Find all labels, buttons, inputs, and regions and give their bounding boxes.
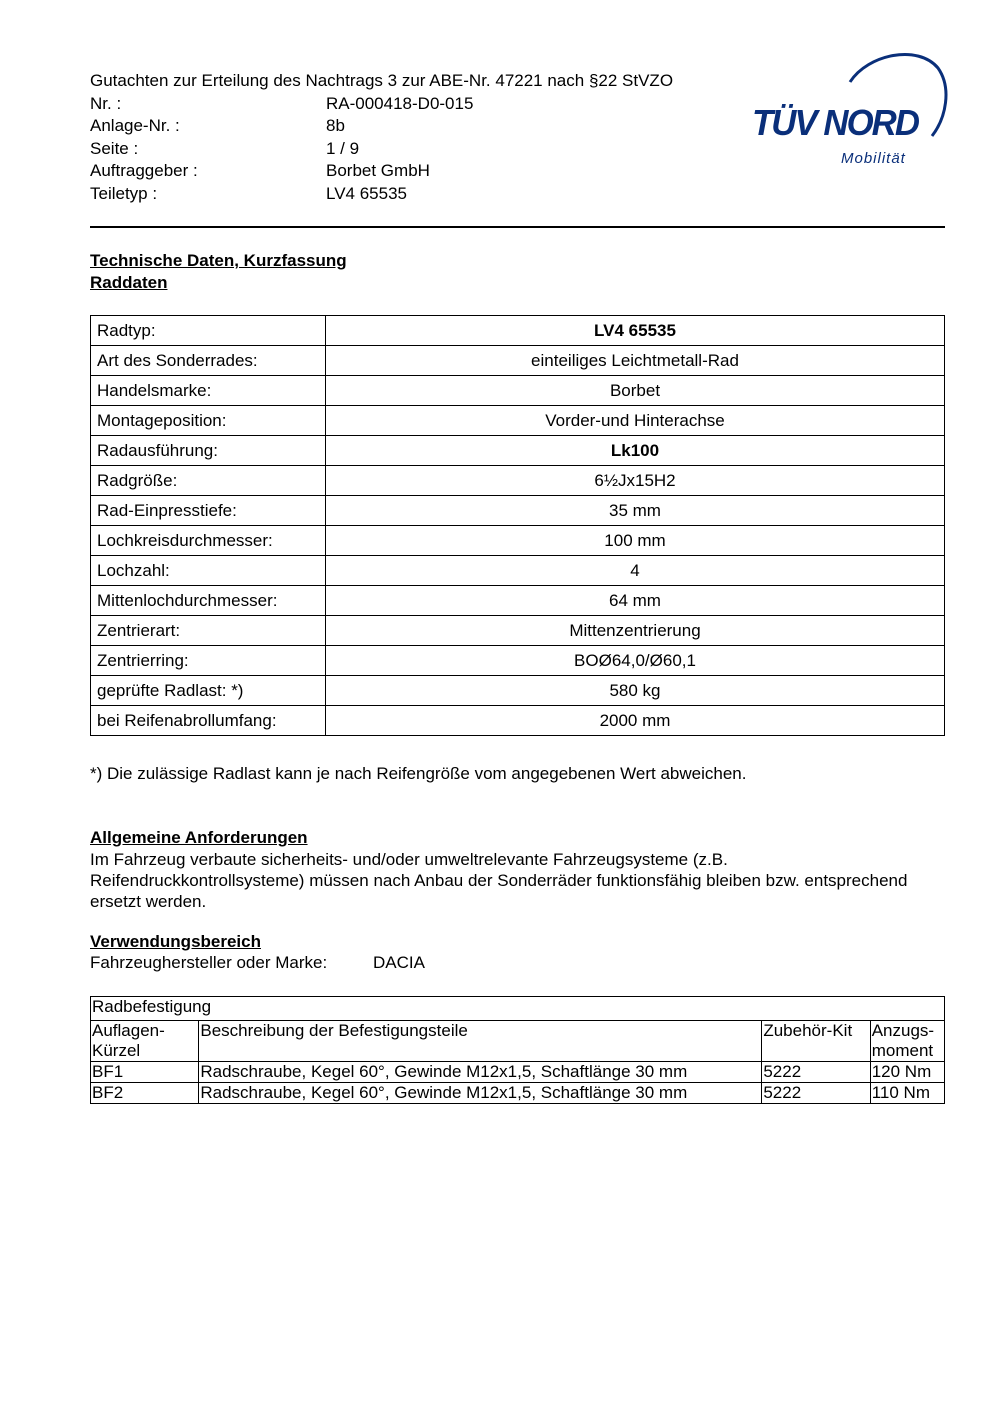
column-header: Zubehör-Kit xyxy=(762,1021,870,1062)
header-value: LV4 65535 xyxy=(326,183,407,203)
header-row-nr xyxy=(90,93,770,116)
header-value: RA-000418-D0-015 xyxy=(326,93,474,113)
row-value: Lk100 xyxy=(326,436,945,466)
radlast-footnote: *) Die zulässige Radlast kann je nach Reifengröße vom angegebenen Wert abweichen. xyxy=(90,764,747,783)
row-key: Montageposition: xyxy=(91,406,326,436)
row-value: Vorder-und Hinterachse xyxy=(326,406,945,436)
column-header: Beschreibung der Befestigungsteile xyxy=(199,1021,762,1062)
table-cell: Radschraube, Kegel 60°, Gewinde M12x1,5, Schaftlänge 30 mm xyxy=(199,1083,762,1104)
row-value: einteiliges Leichtmetall-Rad xyxy=(326,346,945,376)
table-row xyxy=(91,376,945,406)
row-value: BOØ64,0/Ø60,1 xyxy=(326,646,945,676)
row-value: 6½Jx15H2 xyxy=(326,466,945,496)
header-divider xyxy=(90,226,945,228)
maker-line xyxy=(90,953,425,973)
table-row xyxy=(91,706,945,736)
table-row xyxy=(91,556,945,586)
maker-value: DACIA xyxy=(373,953,425,972)
maker-label: Fahrzeughersteller oder Marke: xyxy=(90,953,328,972)
header-value: 1 / 9 xyxy=(326,138,360,158)
table-row xyxy=(91,496,945,526)
logo-brand-text: TÜV NORD xyxy=(752,102,919,143)
table-cell: BF2 xyxy=(91,1083,199,1104)
row-key: Zentrierring: xyxy=(91,646,326,676)
header-row-teiletyp xyxy=(90,183,770,206)
table-cell: Radschraube, Kegel 60°, Gewinde M12x1,5, Schaftlänge 30 mm xyxy=(199,1062,762,1083)
row-key: Handelsmarke: xyxy=(91,376,326,406)
row-value: 64 mm xyxy=(326,586,945,616)
table-cell: BF1 xyxy=(91,1062,199,1083)
row-value: LV4 65535 xyxy=(326,316,945,346)
tuev-nord-logo xyxy=(748,46,948,171)
header-label: Anlage-Nr. : xyxy=(90,116,180,136)
table-row xyxy=(91,646,945,676)
row-key: Art des Sonderrades: xyxy=(91,346,326,376)
table-row xyxy=(91,586,945,616)
table-row xyxy=(91,676,945,706)
row-key: Rad-Einpresstiefe: xyxy=(91,496,326,526)
table-row xyxy=(91,406,945,436)
header-row-anlage xyxy=(90,115,770,138)
table-row xyxy=(91,316,945,346)
logo-subtitle-text: Mobilität xyxy=(841,150,906,167)
header-label: Teiletyp : xyxy=(90,183,158,203)
row-value: 2000 mm xyxy=(326,706,945,736)
table-cell: 5222 xyxy=(762,1083,870,1104)
row-value: 35 mm xyxy=(326,496,945,526)
header-row-seite xyxy=(90,138,770,161)
row-value: Mittenzentrierung xyxy=(326,616,945,646)
table-row xyxy=(91,1062,945,1083)
row-key: geprüfte Radlast: *) xyxy=(91,676,326,706)
header-row-auftraggeber xyxy=(90,160,770,183)
table-row xyxy=(91,616,945,646)
row-key: Radausführung: xyxy=(91,436,326,466)
radbefestigung-table xyxy=(90,996,945,1104)
row-value: Borbet xyxy=(326,376,945,406)
row-key: Lochkreisdurchmesser: xyxy=(91,526,326,556)
allgemein-paragraph: Im Fahrzeug verbaute sicherheits- und/oder umweltrelevante Fahrzeugsysteme (z.B. Reifendruckkontrollsysteme) müssen nach Anbau der Sonderräder funktionsfähig bleiben bzw. entsprechend ersetzt werden. xyxy=(90,850,908,911)
row-key: Radgröße: xyxy=(91,466,326,496)
section-title-verwendung: Verwendungsbereich xyxy=(90,932,261,951)
column-header: Auflagen-Kürzel xyxy=(91,1021,199,1062)
header-value: 8b xyxy=(326,116,345,136)
table-row xyxy=(91,436,945,466)
row-key: bei Reifenabrollumfang: xyxy=(91,706,326,736)
row-key: Zentrierart: xyxy=(91,616,326,646)
table-row xyxy=(91,466,945,496)
row-key: Mittenlochdurchmesser: xyxy=(91,586,326,616)
document-header xyxy=(90,70,770,206)
table-title: Radbefestigung xyxy=(91,997,945,1021)
header-label: Seite : xyxy=(90,138,139,158)
header-label: Auftraggeber : xyxy=(90,161,198,181)
row-value: 580 kg xyxy=(326,676,945,706)
header-label: Nr. : xyxy=(90,93,122,113)
header-value: Borbet GmbH xyxy=(326,161,430,181)
table-cell: 5222 xyxy=(762,1062,870,1083)
section-subtitle-raddaten: Raddaten xyxy=(90,273,168,292)
row-key: Lochzahl: xyxy=(91,556,326,586)
table-cell: 110 Nm xyxy=(870,1083,944,1104)
section-title-technische-daten: Technische Daten, Kurzfassung xyxy=(90,251,347,270)
table-title-row xyxy=(91,997,945,1021)
table-row xyxy=(91,346,945,376)
row-value: 4 xyxy=(326,556,945,586)
document-title: Gutachten zur Erteilung des Nachtrags 3 zur ABE-Nr. 47221 nach §22 StVZO xyxy=(90,71,674,90)
table-row xyxy=(91,1083,945,1104)
raddaten-table xyxy=(90,315,945,736)
column-header: Anzugs-moment xyxy=(870,1021,944,1062)
table-cell: 120 Nm xyxy=(870,1062,944,1083)
row-value: 100 mm xyxy=(326,526,945,556)
section-title-allgemein: Allgemeine Anforderungen xyxy=(90,828,308,847)
row-key: Radtyp: xyxy=(91,316,326,346)
table-header-row xyxy=(91,1021,945,1062)
table-row xyxy=(91,526,945,556)
